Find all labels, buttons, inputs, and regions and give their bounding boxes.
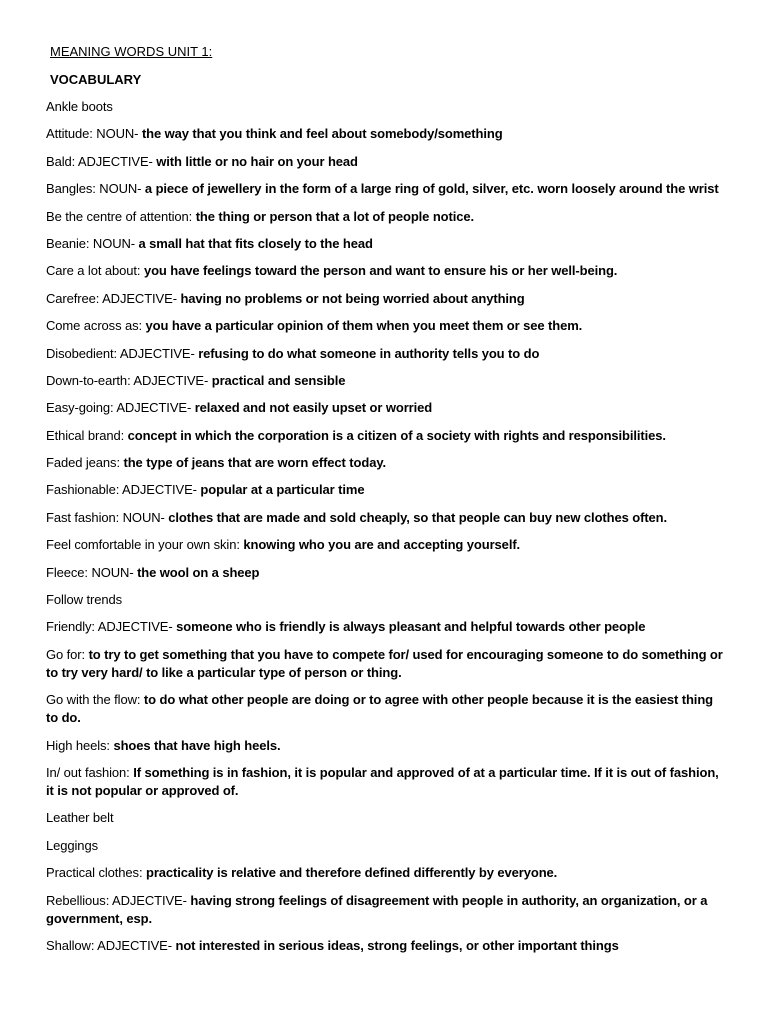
entry-definition: having no problems or not being worried about anything (180, 290, 525, 306)
entry-definition: knowing who you are and accepting yourself. (243, 537, 521, 553)
entry-definition: concept in which the corporation is a citizen of a society with rights and responsibilities. (127, 427, 666, 443)
entry-term: Attitude: NOUN- (46, 126, 142, 142)
entry-definition: to try to get something that you have to compete for/ used for encouraging someone to do something or to try very hard/ to like a particular type of person or thing. (46, 646, 723, 680)
vocabulary-entry (46, 837, 726, 855)
vocabulary-entry (46, 317, 726, 335)
vocabulary-entry (46, 98, 726, 116)
entry-definition: practicality is relative and therefore defined differently by everyone. (145, 865, 558, 881)
vocabulary-entry (46, 180, 726, 198)
entry-term: Follow trends (46, 592, 123, 608)
vocabulary-list (46, 98, 726, 955)
entry-term: Friendly: ADJECTIVE- (46, 619, 177, 635)
entry-term: Beanie: NOUN- (46, 235, 139, 251)
vocabulary-entry (46, 262, 726, 280)
entry-term: Bangles: NOUN- (46, 181, 145, 197)
entry-definition: relaxed and not easily upset or worried (194, 400, 433, 416)
entry-definition: the type of jeans that are worn effect today. (123, 455, 387, 471)
entry-term: Care a lot about: (46, 263, 144, 279)
entry-definition: the way that you think and feel about somebody/something (141, 126, 503, 142)
entry-definition: not interested in serious ideas, strong feelings, or other important things (175, 937, 619, 953)
vocabulary-entry (46, 399, 726, 417)
vocabulary-entry (46, 235, 726, 253)
vocabulary-entry (46, 345, 726, 363)
vocabulary-entry (46, 454, 726, 472)
vocabulary-entry (46, 536, 726, 554)
entry-term: High heels: (46, 737, 114, 753)
vocabulary-entry (46, 937, 726, 955)
entry-term: Leggings (46, 837, 98, 853)
entry-term: Easy-going: ADJECTIVE- (46, 400, 195, 416)
vocabulary-entry (46, 125, 726, 143)
vocabulary-entry (46, 372, 726, 390)
vocabulary-entry (46, 427, 726, 445)
entry-definition: someone who is friendly is always pleasant and helpful towards other people (176, 619, 646, 635)
vocabulary-entry (46, 481, 726, 499)
entry-definition: the wool on a sheep (137, 564, 260, 580)
document-page (46, 43, 726, 964)
entry-term: Carefree: ADJECTIVE- (46, 290, 181, 306)
section-heading: VOCABULARY (50, 72, 142, 87)
entry-term: Fast fashion: NOUN- (46, 509, 169, 525)
vocabulary-entry (46, 892, 726, 928)
vocabulary-entry (46, 764, 726, 800)
entry-term: Fleece: NOUN- (46, 564, 138, 580)
entry-definition: a piece of jewellery in the form of a large ring of gold, silver, etc. worn loosely around the wrist (144, 181, 719, 197)
vocabulary-entry (46, 208, 726, 226)
entry-term: Feel comfortable in your own skin: (46, 537, 244, 553)
vocabulary-entry (46, 737, 726, 755)
entry-term: Leather belt (46, 810, 114, 826)
entry-term: Be the centre of attention: (46, 208, 196, 224)
entry-definition: you have feelings toward the person and want to ensure his or her well-being. (143, 263, 618, 279)
entry-definition: shoes that have high heels. (113, 737, 281, 753)
entry-definition: the thing or person that a lot of people notice. (195, 208, 475, 224)
entry-term: Ankle boots (46, 99, 113, 114)
vocabulary-entry (46, 290, 726, 308)
vocabulary-entry (46, 153, 726, 171)
entry-term: Go with the flow: (46, 692, 144, 708)
entry-definition: you have a particular opinion of them when you meet them or see them. (145, 318, 583, 334)
vocabulary-entry (46, 591, 726, 609)
vocabulary-entry (46, 509, 726, 527)
entry-term: Shallow: ADJECTIVE- (46, 937, 176, 953)
entry-term: Come across as: (46, 318, 146, 334)
entry-definition: clothes that are made and sold cheaply, so that people can buy new clothes often. (168, 509, 668, 525)
entry-definition: to do what other people are doing or to agree with other people because it is the easiest thing to do. (46, 692, 714, 726)
entry-term: Disobedient: ADJECTIVE- (46, 345, 199, 361)
entry-definition: with little or no hair on your head (156, 153, 358, 169)
entry-definition: having strong feelings of disagreement with people in authority, an organization, or a government, esp. (46, 892, 708, 926)
entry-definition: refusing to do what someone in authority tells you to do (198, 345, 540, 361)
entry-definition: If something is in fashion, it is popular and approved of at a particular time. If it is out of fashion, it is not popular or approved of. (46, 764, 719, 798)
entry-term: Practical clothes: (46, 865, 146, 881)
vocabulary-entry (46, 618, 726, 636)
vocabulary-entry (46, 646, 726, 682)
entry-definition: practical and sensible (211, 372, 346, 388)
page-title: MEANING WORDS UNIT 1: (50, 44, 213, 59)
entry-term: Fashionable: ADJECTIVE- (46, 482, 201, 498)
vocabulary-entry (46, 691, 726, 727)
entry-term: Go for: (46, 646, 89, 662)
entry-term: Rebellious: ADJECTIVE- (46, 892, 191, 908)
entry-term: Ethical brand: (46, 427, 128, 443)
entry-term: Down-to-earth: ADJECTIVE- (46, 372, 212, 388)
entry-definition: popular at a particular time (200, 482, 365, 498)
entry-definition: a small hat that fits closely to the head (138, 235, 373, 251)
vocabulary-entry (46, 809, 726, 827)
vocabulary-entry (46, 564, 726, 582)
entry-term: In/ out fashion: (46, 764, 134, 780)
entry-term: Bald: ADJECTIVE- (46, 153, 157, 169)
entry-term: Faded jeans: (46, 455, 124, 471)
vocabulary-entry (46, 864, 726, 882)
